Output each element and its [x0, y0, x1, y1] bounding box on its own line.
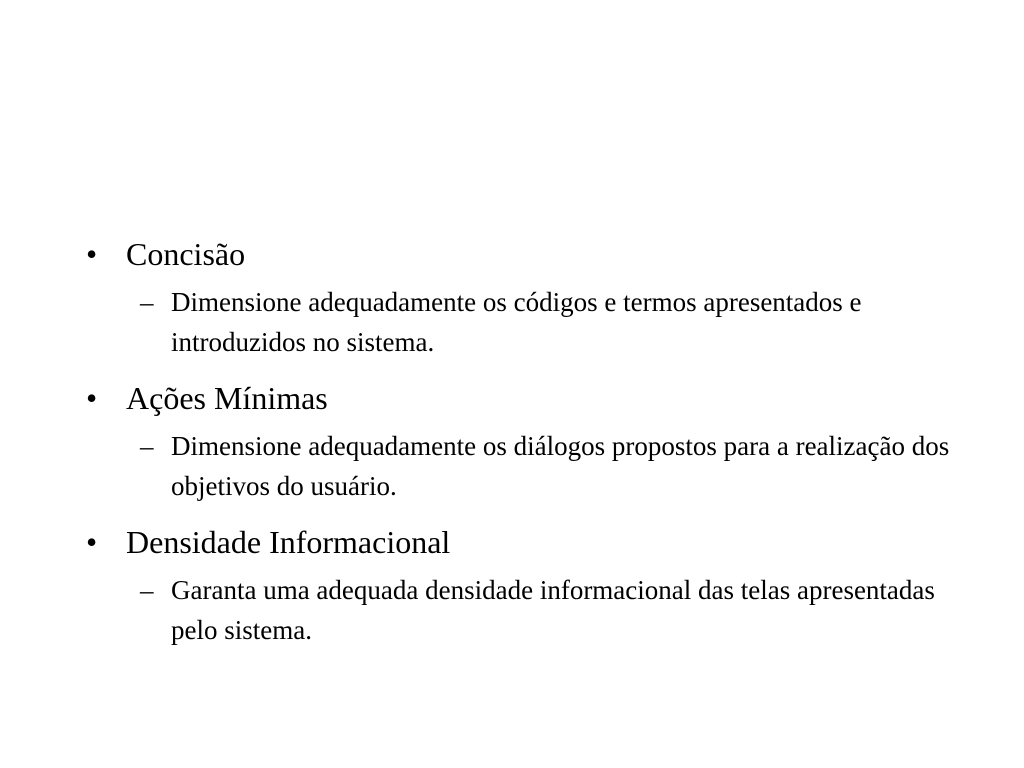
bullet-item-concisao — [86, 232, 966, 362]
bullet-marker: • — [86, 380, 98, 416]
bullet-heading: Densidade Informacional — [126, 524, 451, 560]
bullet-item-acoes-minimas — [86, 376, 966, 506]
bullet-row — [86, 376, 966, 420]
sub-item-text: Garanta uma adequada densidade informacional das telas apresentadas pelo sistema. — [171, 575, 935, 645]
bullet-marker: • — [86, 236, 98, 272]
sub-list — [86, 282, 966, 362]
sub-list — [86, 570, 966, 650]
bullet-row — [86, 520, 966, 564]
bullet-item-densidade-informacional — [86, 520, 966, 650]
dash-marker: – — [140, 431, 154, 461]
sub-item-text: Dimensione adequadamente os diálogos propostos para a realização dos objetivos do usuário. — [171, 431, 950, 501]
sub-item — [86, 426, 966, 506]
bullet-marker: • — [86, 524, 98, 560]
bullet-heading: Ações Mínimas — [126, 380, 328, 416]
dash-marker: – — [140, 575, 154, 605]
bullet-heading: Concisão — [126, 236, 246, 272]
sub-item-text: Dimensione adequadamente os códigos e termos apresentados e introduzidos no sistema. — [171, 287, 862, 357]
bullet-list — [86, 232, 966, 664]
bullet-row — [86, 232, 966, 276]
sub-item — [86, 282, 966, 362]
sub-list — [86, 426, 966, 506]
dash-marker: – — [140, 287, 154, 317]
sub-item — [86, 570, 966, 650]
